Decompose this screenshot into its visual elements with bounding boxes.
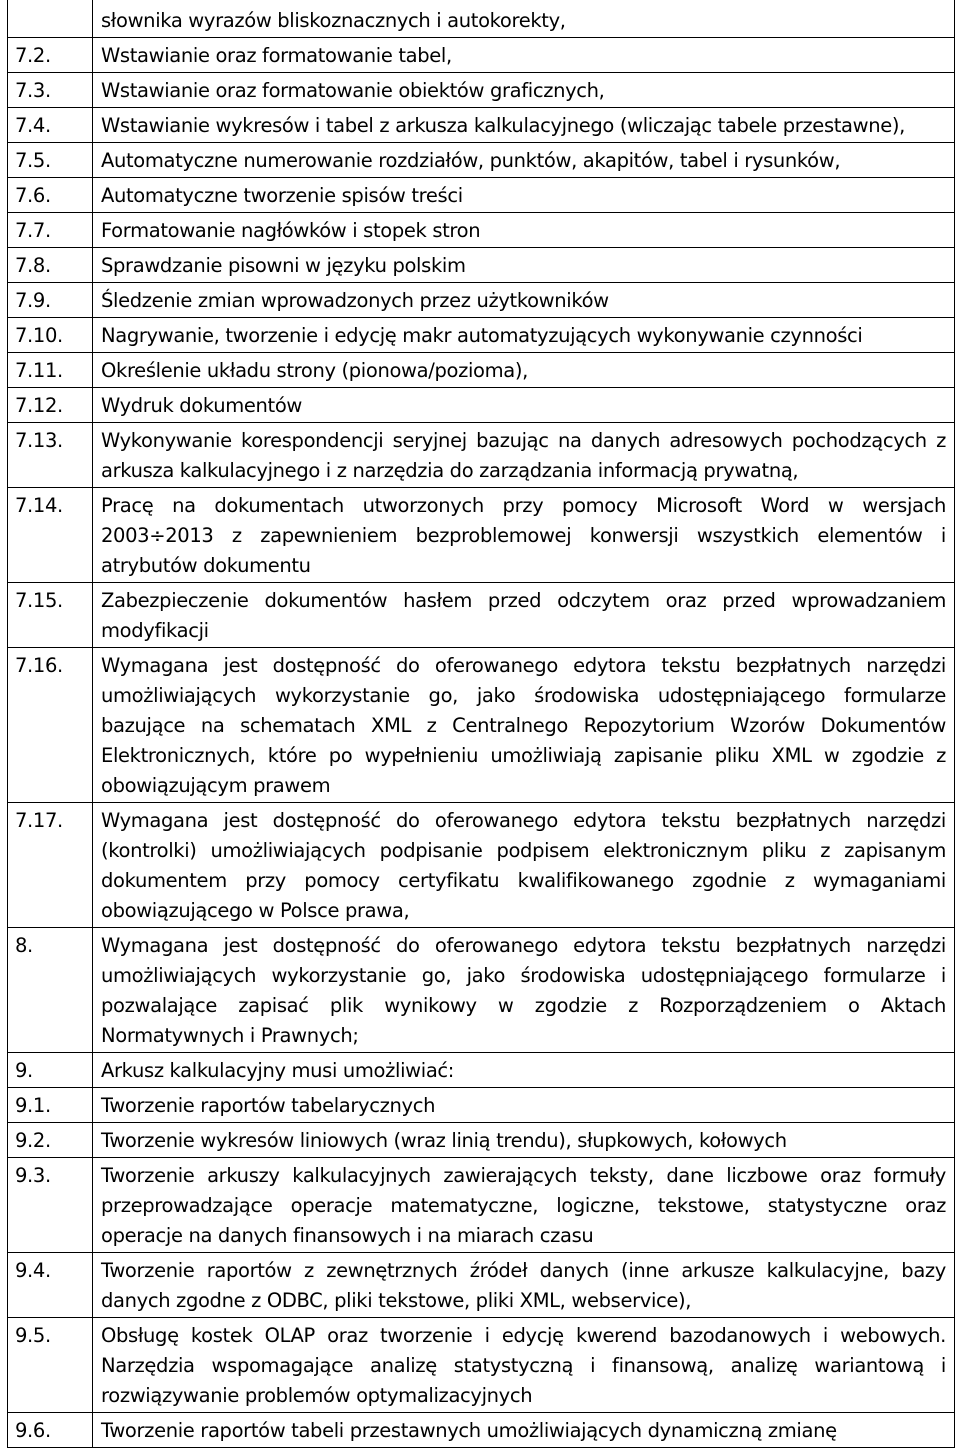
table-row (8, 283, 955, 318)
item-text: Wymagana jest dostępność do oferowanego edytora tekstu bezpłatnych narzędzi umożliwiających wykorzystanie go, jako środowiska udostępniającego formularze bazujące na schematach XML z Centralnego Repozytorium Wzorów Dokumentów Elektronicznych, które po wypełnieniu umożliwiają zapisanie pliku XML w zgodzie z obowiązującym prawem (93, 648, 955, 803)
table-row (8, 1053, 955, 1088)
table-row (8, 73, 955, 108)
item-number: 9.2. (8, 1123, 93, 1158)
item-text: Nagrywanie, tworzenie i edycję makr automatyzujących wykonywanie czynności (93, 318, 955, 353)
table-row (8, 1318, 955, 1413)
item-text: Tworzenie wykresów liniowych (wraz linią trendu), słupkowych, kołowych (93, 1123, 955, 1158)
item-number: 9.6. (8, 1413, 93, 1448)
item-text: Śledzenie zmian wprowadzonych przez użytkowników (93, 283, 955, 318)
table-row (8, 1413, 955, 1448)
item-number: 7.4. (8, 108, 93, 143)
item-number: 7.12. (8, 388, 93, 423)
table-row (8, 388, 955, 423)
item-number: 7.14. (8, 488, 93, 583)
item-text: Wymagana jest dostępność do oferowanego edytora tekstu bezpłatnych narzędzi umożliwiających wykorzystanie go, jako środowiska udostępniającego formularze i pozwalające zapisać plik wynikowy w zgodzie z Rozporządzeniem o Aktach Normatywnych i Prawnych; (93, 928, 955, 1053)
table-row (8, 803, 955, 928)
item-number: 7.16. (8, 648, 93, 803)
table-row (8, 928, 955, 1053)
item-text: Arkusz kalkulacyjny musi umożliwiać: (93, 1053, 955, 1088)
item-text: Tworzenie raportów z zewnętrznych źródeł danych (inne arkusze kalkulacyjne, bazy danych zgodne z ODBC, pliki tekstowe, pliki XML, webservice), (93, 1253, 955, 1318)
requirements-table (7, 0, 955, 1448)
item-number: 7.10. (8, 318, 93, 353)
item-number: 7.17. (8, 803, 93, 928)
table-row (8, 1088, 955, 1123)
item-number: 7.13. (8, 423, 93, 488)
item-number: 7.2. (8, 38, 93, 73)
table-row (8, 318, 955, 353)
item-text: Określenie układu strony (pionowa/pozioma), (93, 353, 955, 388)
table-row (8, 1253, 955, 1318)
item-text: Wstawianie oraz formatowanie tabel, (93, 38, 955, 73)
table-row (8, 648, 955, 803)
item-number: 7.11. (8, 353, 93, 388)
item-text: Wydruk dokumentów (93, 388, 955, 423)
item-text: słownika wyrazów bliskoznacznych i autokorekty, (93, 0, 955, 38)
item-text: Automatyczne numerowanie rozdziałów, punktów, akapitów, tabel i rysunków, (93, 143, 955, 178)
table-row (8, 423, 955, 488)
item-text: Wymagana jest dostępność do oferowanego edytora tekstu bezpłatnych narzędzi (kontrolki) umożliwiających podpisanie podpisem elektronicznym pliku z zapisanym dokumentem przy pomocy certyfikatu kwalifikowanego zgodnie z wymaganiami obowiązującego w Polsce prawa, (93, 803, 955, 928)
table-row (8, 1158, 955, 1253)
item-number: 7.15. (8, 583, 93, 648)
item-number: 9. (8, 1053, 93, 1088)
table-row (8, 108, 955, 143)
item-text: Tworzenie raportów tabeli przestawnych umożliwiających dynamiczną zmianę (93, 1413, 955, 1448)
item-text: Wstawianie wykresów i tabel z arkusza kalkulacyjnego (wliczając tabele przestawne), (93, 108, 955, 143)
item-number: 7.8. (8, 248, 93, 283)
item-number (8, 0, 93, 38)
item-text: Tworzenie arkuszy kalkulacyjnych zawierających teksty, dane liczbowe oraz formuły przeprowadzające operacje matematyczne, logiczne, tekstowe, statystyczne oraz operacje na danych finansowych i na miarach czasu (93, 1158, 955, 1253)
item-text: Wstawianie oraz formatowanie obiektów graficznych, (93, 73, 955, 108)
item-number: 9.5. (8, 1318, 93, 1413)
item-text: Formatowanie nagłówków i stopek stron (93, 213, 955, 248)
item-number: 7.3. (8, 73, 93, 108)
item-number: 7.7. (8, 213, 93, 248)
table-row (8, 353, 955, 388)
item-text: Sprawdzanie pisowni w języku polskim (93, 248, 955, 283)
table-row (8, 583, 955, 648)
item-number: 8. (8, 928, 93, 1053)
table-row (8, 1123, 955, 1158)
table-row (8, 0, 955, 38)
item-text: Tworzenie raportów tabelarycznych (93, 1088, 955, 1123)
item-text: Wykonywanie korespondencji seryjnej bazując na danych adresowych pochodzących z arkusza kalkulacyjnego i z narzędzia do zarządzania informacją prywatną, (93, 423, 955, 488)
table-row (8, 38, 955, 73)
item-number: 7.5. (8, 143, 93, 178)
item-number: 9.3. (8, 1158, 93, 1253)
table-row (8, 178, 955, 213)
item-text: Obsługę kostek OLAP oraz tworzenie i edycję kwerend bazodanowych i webowych. Narzędzia wspomagające analizę statystyczną i finansową, analizę wariantową i rozwiązywanie problemów optymalizacyjnych (93, 1318, 955, 1413)
item-text: Automatyczne tworzenie spisów treści (93, 178, 955, 213)
item-number: 9.4. (8, 1253, 93, 1318)
item-number: 7.9. (8, 283, 93, 318)
item-number: 9.1. (8, 1088, 93, 1123)
table-row (8, 248, 955, 283)
item-text: Zabezpieczenie dokumentów hasłem przed odczytem oraz przed wprowadzaniem modyfikacji (93, 583, 955, 648)
table-row (8, 143, 955, 178)
item-text: Pracę na dokumentach utworzonych przy pomocy Microsoft Word w wersjach 2003÷2013 z zapewnieniem bezproblemowej konwersji wszystkich elementów i atrybutów dokumentu (93, 488, 955, 583)
table-row (8, 488, 955, 583)
item-number: 7.6. (8, 178, 93, 213)
table-row (8, 213, 955, 248)
